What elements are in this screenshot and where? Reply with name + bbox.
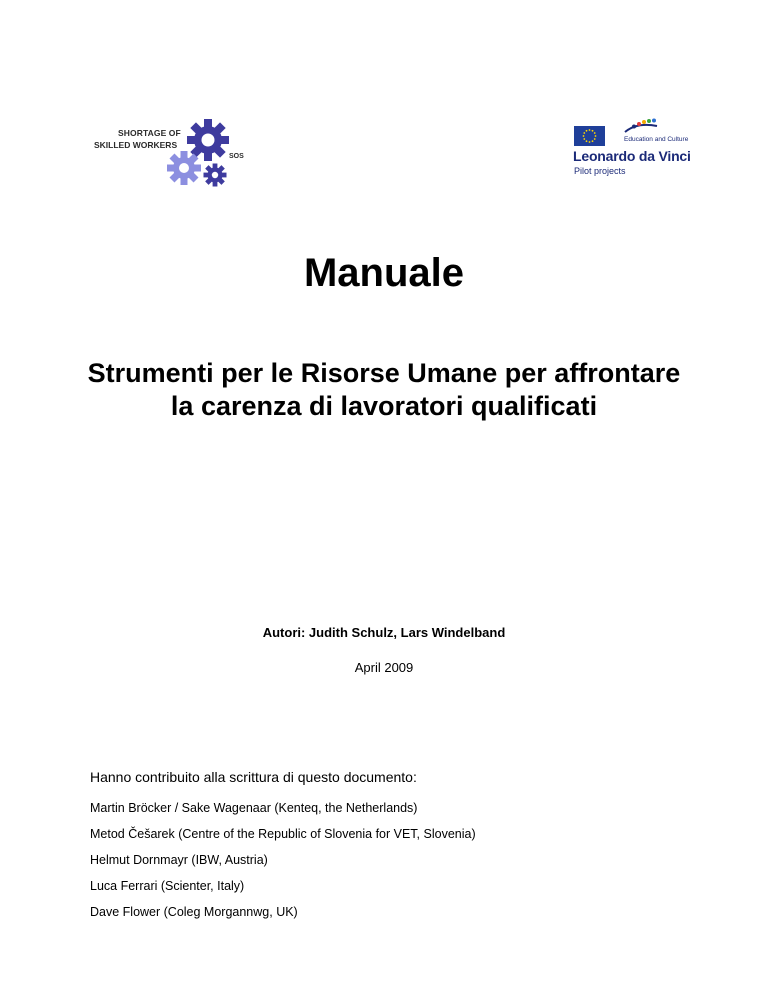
eu-flag-icon xyxy=(574,126,605,146)
contributor-item: Dave Flower (Coleg Morgannwg, UK) xyxy=(90,905,298,919)
leonardo-da-vinci-text: Leonardo da Vinci xyxy=(573,148,691,164)
small-gear-icon xyxy=(203,163,227,187)
sos-logo-text-line2: SKILLED WORKERS xyxy=(94,140,178,150)
contributor-item: Martin Bröcker / Sake Wagenaar (Kenteq, the Netherlands) xyxy=(90,801,418,815)
document-date: April 2009 xyxy=(354,660,414,675)
education-culture-people-icon xyxy=(623,118,659,134)
document-authors: Autori: Judith Schulz, Lars Windelband xyxy=(262,625,506,640)
contributors-heading: Hanno contribuito alla scrittura di questo documento: xyxy=(90,769,417,785)
education-and-culture-text: Education and Culture xyxy=(624,136,689,143)
sos-logo xyxy=(93,116,243,188)
contributors-list xyxy=(90,801,476,931)
pilot-projects-text: Pilot projects xyxy=(574,166,626,176)
contributor-item: Luca Ferrari (Scienter, Italy) xyxy=(90,879,245,893)
sos-logo-text-line1: SHORTAGE OF xyxy=(118,128,181,138)
document-subtitle: Strumenti per le Risorse Umane per affrontare la carenza di lavoratori qualificati xyxy=(87,358,681,421)
medium-gear-icon xyxy=(166,150,202,186)
document-title: Manuale xyxy=(303,251,465,295)
sos-logo-text-sos: SOS xyxy=(229,153,244,160)
contributor-item: Helmut Dornmayr (IBW, Austria) xyxy=(90,853,268,867)
leonardo-da-vinci-logo xyxy=(573,118,703,180)
contributor-item: Metod Češarek (Centre of the Republic of Slovenia for VET, Slovenia) xyxy=(90,827,476,841)
